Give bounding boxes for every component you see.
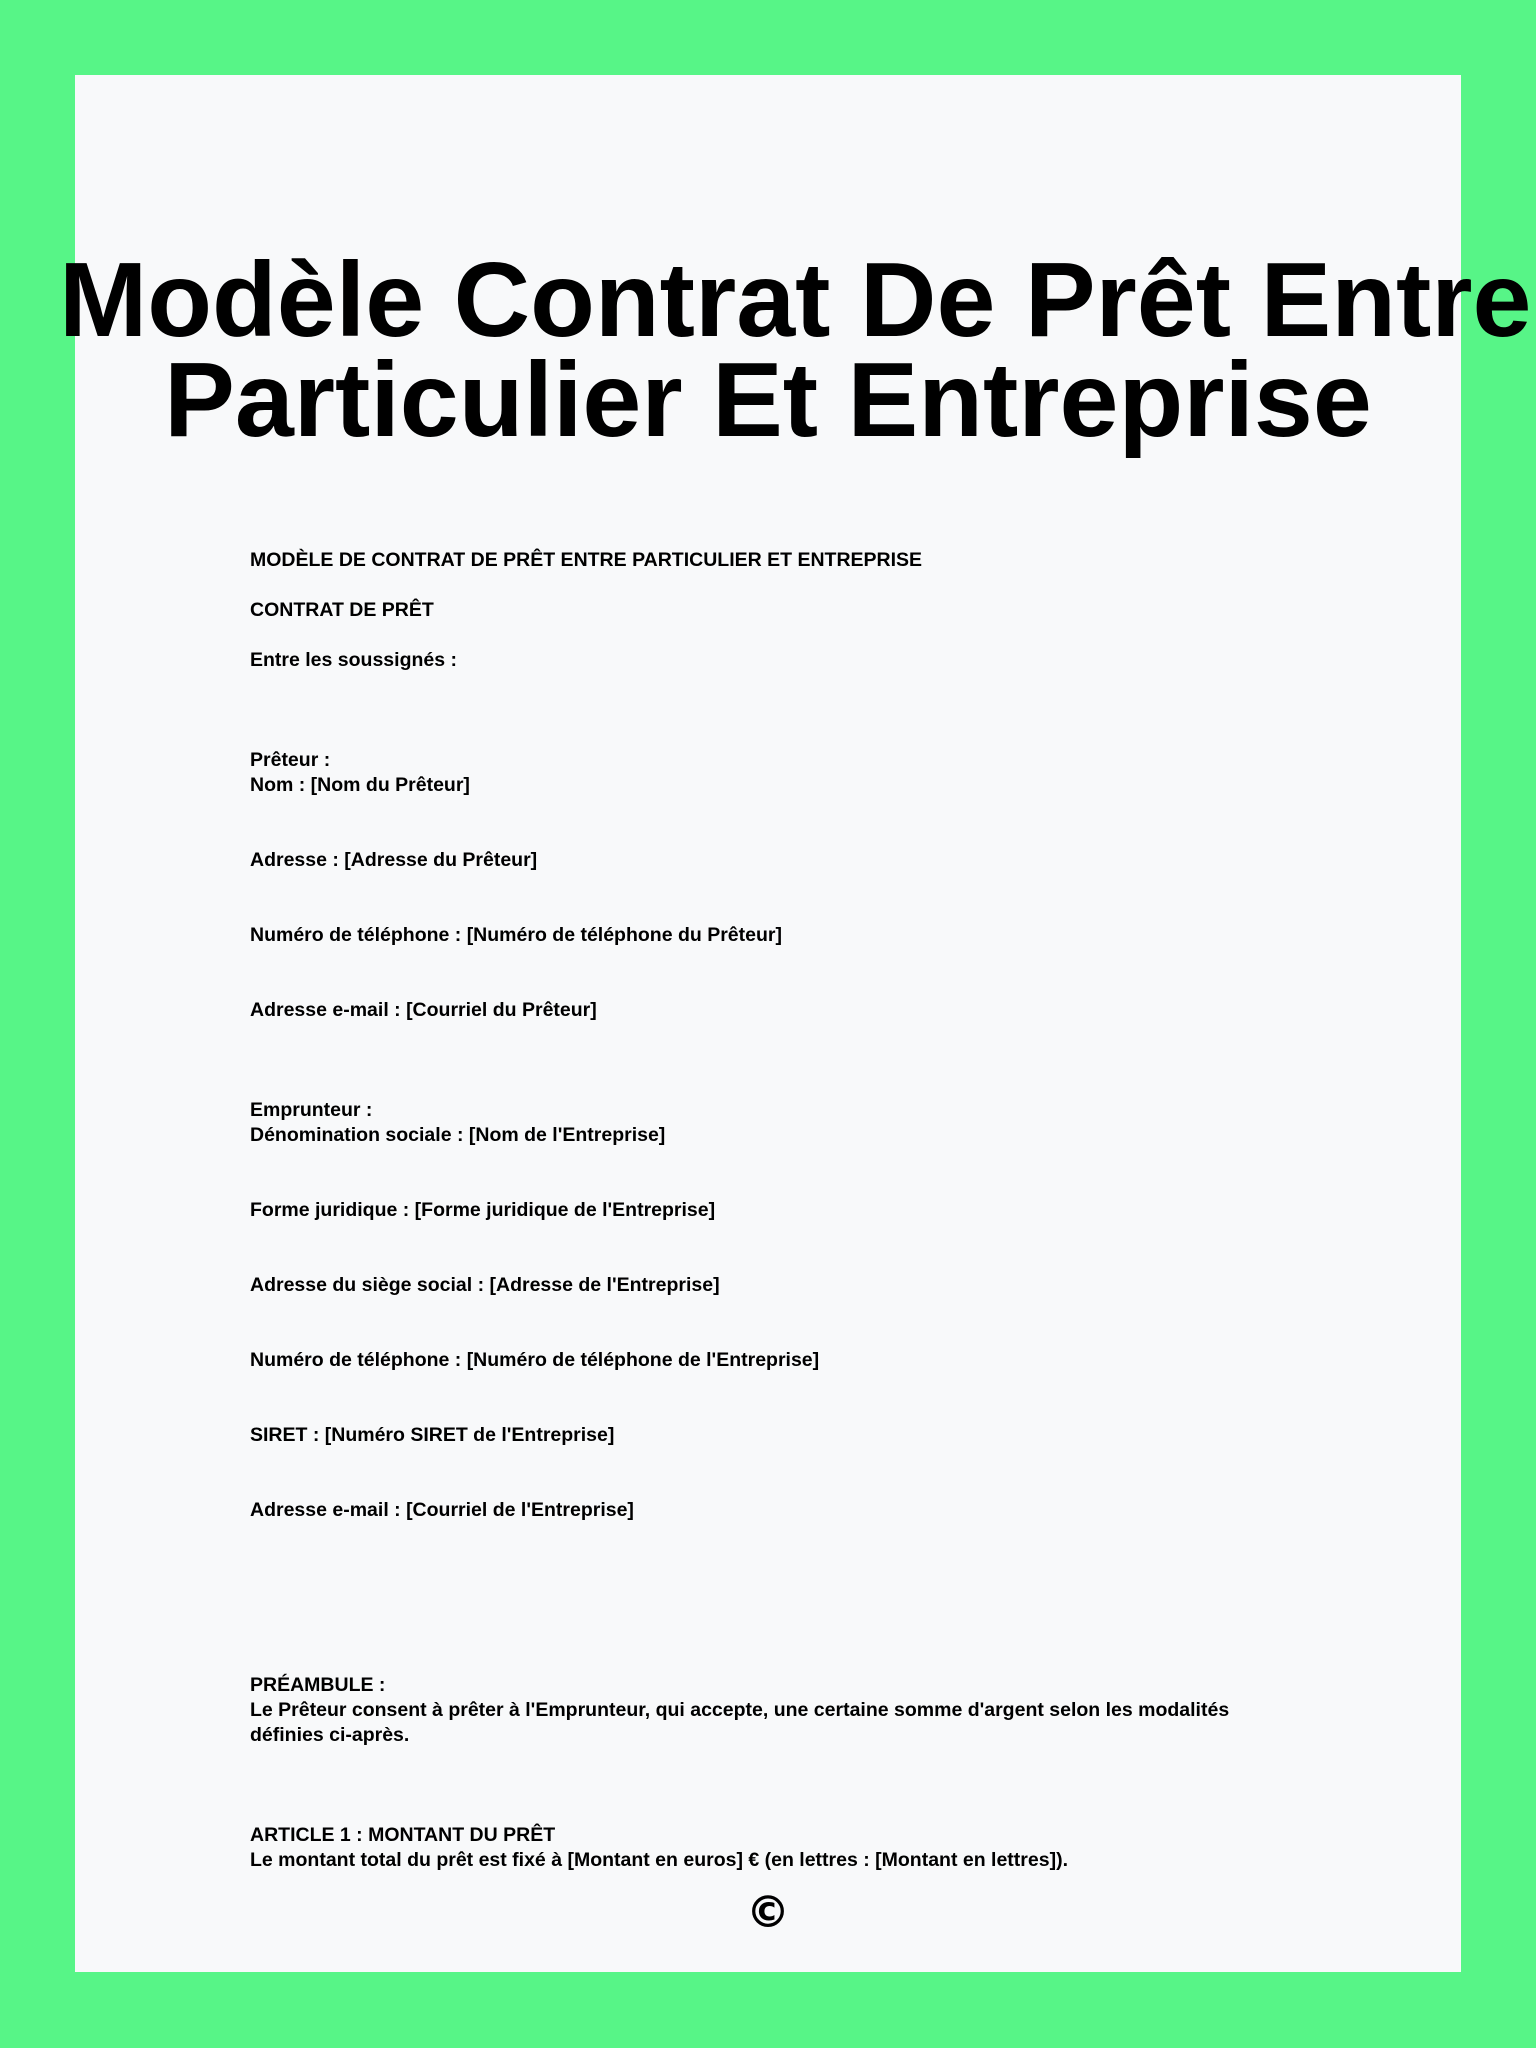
- parties-intro: Entre les soussignés :: [250, 649, 457, 671]
- page-title-line-2: Particulier Et Entreprise: [164, 341, 1372, 459]
- lender-name: Nom : [Nom du Prêteur]: [250, 774, 470, 796]
- preamble-label: PRÉAMBULE :: [250, 1674, 386, 1696]
- preamble-text-line-2: définies ci-après.: [250, 1724, 410, 1746]
- borrower-legal-form: Forme juridique : [Forme juridique de l'Entreprise]: [250, 1199, 716, 1221]
- contract-title: CONTRAT DE PRÊT: [250, 599, 434, 621]
- article-1-text: Le montant total du prêt est fixé à [Montant en euros] € (en lettres : [Montant en lettres]).: [250, 1849, 1068, 1871]
- page-title-line-1: Modèle Contrat De Prêt Entre: [59, 241, 1532, 359]
- borrower-phone: Numéro de téléphone : [Numéro de téléphone de l'Entreprise]: [250, 1349, 820, 1371]
- page-title: [59, 241, 1532, 459]
- preamble-text-line-1: Le Prêteur consent à prêter à l'Emprunteur, qui accepte, une certaine somme d'argent selon les modalités: [250, 1699, 1230, 1721]
- document-heading: MODÈLE DE CONTRAT DE PRÊT ENTRE PARTICULIER ET ENTREPRISE: [250, 549, 923, 571]
- lender-address: Adresse : [Adresse du Prêteur]: [250, 849, 538, 871]
- borrower-head-office: Adresse du siège social : [Adresse de l'Entreprise]: [250, 1274, 720, 1296]
- borrower-siret: SIRET : [Numéro SIRET de l'Entreprise]: [250, 1424, 615, 1446]
- borrower-company-name: Dénomination sociale : [Nom de l'Entreprise]: [250, 1124, 666, 1146]
- borrower-label: Emprunteur :: [250, 1099, 373, 1121]
- lender-phone: Numéro de téléphone : [Numéro de téléphone du Prêteur]: [250, 924, 782, 946]
- copyright-icon: ©: [746, 1887, 790, 1938]
- article-1-label: ARTICLE 1 : MONTANT DU PRÊT: [250, 1824, 556, 1846]
- lender-label: Prêteur :: [250, 749, 331, 771]
- borrower-email: Adresse e-mail : [Courriel de l'Entreprise]: [250, 1499, 634, 1521]
- document-page: [59, 75, 1532, 1972]
- lender-email: Adresse e-mail : [Courriel du Prêteur]: [250, 999, 597, 1021]
